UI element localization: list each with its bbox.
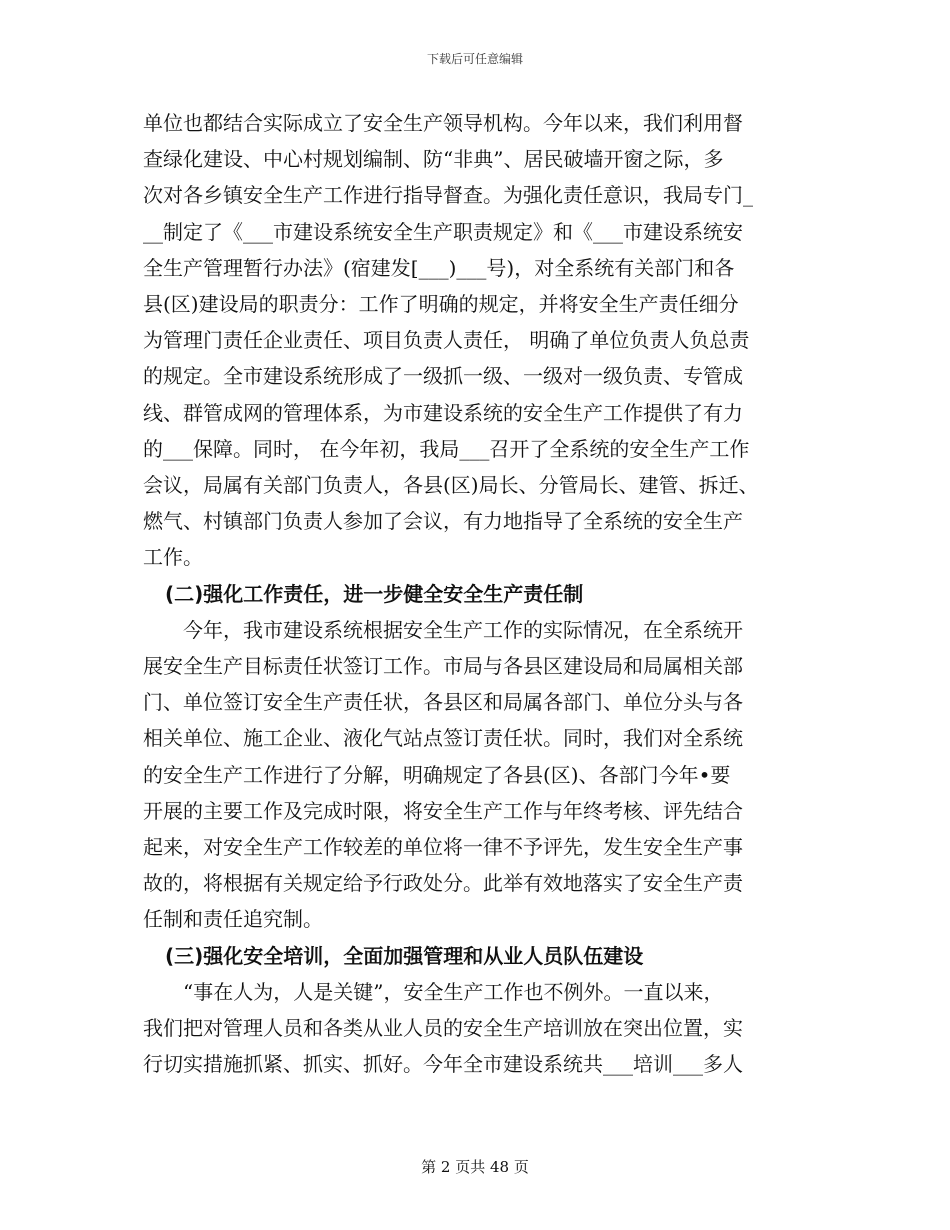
text-line: 开展的主要工作及完成时限，将安全生产工作与年终考核、评先结合 [143, 798, 743, 823]
text-line: 故的，将根据有关规定给予行政处分。此举有效地落实了安全生产责 [143, 871, 743, 896]
text-line: 线、群管成网的管理体系，为市建设系统的安全生产工作提供了有力 [143, 400, 743, 425]
page-header: 下载后可任意编辑 [426, 52, 523, 66]
text-line: 工作。 [143, 545, 203, 570]
text-line: 门、单位签订安全生产责任状，各县区和局属各部门、单位分头与各 [143, 690, 743, 715]
text-line: 次对各乡镇安全生产工作进行指导督查。为强化责任意识，我局专门_ [143, 183, 753, 208]
text-line: 的规定。全市建设系统形成了一级抓一级、一级对一级负责、专管成 [143, 364, 743, 389]
text-line: 展安全生产目标责任状签订工作。市局与各县区建设局和局属相关部 [143, 654, 743, 679]
paragraph-1 [143, 105, 815, 576]
text-line: “事在人为，人是关键”，安全生产工作也不例外。一直以来， [143, 979, 724, 1004]
text-line: 为管理门责任企业责任、项目负责人责任， 明确了单位负责人负总责 [143, 328, 750, 353]
text-line: 今年，我市建设系统根据安全生产工作的实际情况，在全系统开 [143, 617, 743, 642]
text-line: 县(区)建设局的职责分：工作了明确的规定，并将安全生产责任细分 [143, 292, 739, 317]
document-body [143, 105, 815, 1082]
text-line: 任制和责任追究制。 [143, 907, 323, 932]
section-heading-2: (二)强化工作责任，进一步健全安全生产责任制 [165, 581, 584, 606]
text-line: 起来，对安全生产工作较差的单位将一律不予评先，发生安全生产事 [143, 835, 743, 860]
section-heading-3: (三)强化安全培训，全面加强管理和从业人员队伍建设 [165, 943, 644, 968]
paragraph-2 [143, 612, 815, 938]
text-line: 行切实措施抓紧、抓实、抓好。今年全市建设系统共___培训___多人 [143, 1052, 743, 1077]
text-line: 我们把对管理人员和各类从业人员的安全生产培训放在突出位置，实 [143, 1016, 743, 1041]
text-line: 查绿化建设、中心村规划编制、防“非典”、居民破墙开窗之际，多 [143, 147, 724, 172]
text-line: 燃气、村镇部门负责人参加了会议，有力地指导了全系统的安全生产 [143, 509, 743, 534]
text-line: 的安全生产工作进行了分解，明确规定了各县(区)、各部门今年•要 [143, 762, 731, 787]
text-line: 单位也都结合实际成立了安全生产领导机构。今年以来，我们利用督 [143, 111, 743, 135]
text-line: 全生产管理暂行办法》(宿建发[___)___号)，对全系统有关部门和各 [143, 255, 735, 280]
text-line: __制定了《___市建设系统安全生产职责规定》和《___市建设系统安 [143, 219, 743, 244]
text-line: 相关单位、施工企业、液化气站点签订责任状。同时，我们对全系统 [143, 726, 743, 751]
paragraph-3 [143, 974, 815, 1083]
text-line: 的___保障。同时， 在今年初，我局___召开了全系统的安全生产工作 [143, 436, 750, 461]
text-line: 会议，局属有关部门负责人，各县(区)局长、分管局长、建管、拆迁、 [143, 473, 759, 498]
page-footer: 第 2 页共 48 页 [421, 1158, 529, 1176]
